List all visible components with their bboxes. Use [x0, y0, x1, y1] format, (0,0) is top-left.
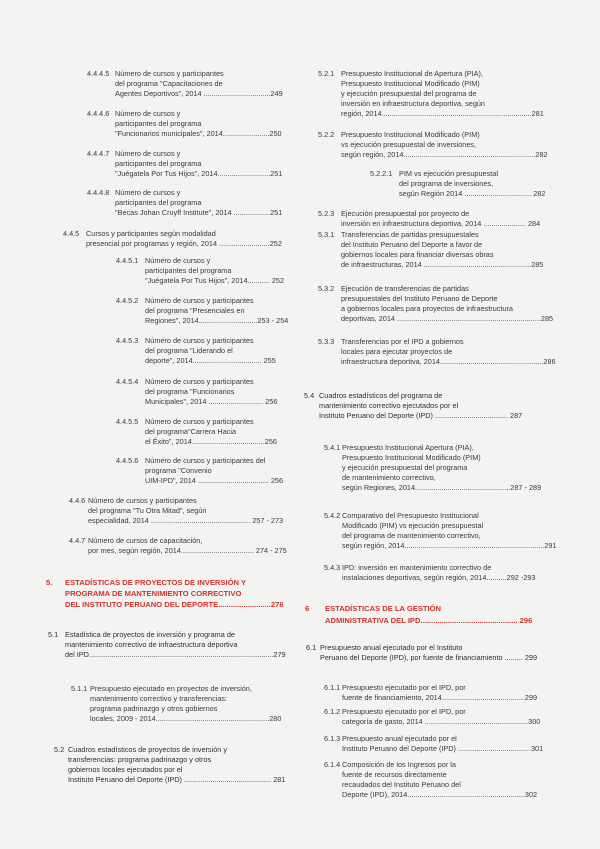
entry-line: Composición de los Ingresos por la: [342, 760, 456, 769]
entry-line: según Regiones, 2014...............................................287 - 289: [342, 483, 542, 493]
entry-line: Presupuesto ejecutado en proyectos de inversión,: [90, 684, 252, 693]
toc-entry-5-3-2[interactable]: [318, 284, 553, 324]
entry-line: presupuestales del Instituto Peruano de Deporte: [341, 294, 498, 304]
entry-line: de infraestructuras, 2014 .....................................................285: [341, 260, 544, 270]
entry-line: Modificado (PIM) vs ejecución presupuestal: [342, 521, 484, 531]
entry-number: 5.1.1: [71, 684, 88, 693]
entry-line: deportivas, 2014 .......................................................................285: [341, 314, 554, 324]
entry-line: Presupuesto Institucional Apertura (PIA),: [342, 443, 474, 452]
toc-entry-5-2-3[interactable]: [318, 209, 540, 229]
entry-line: Deporte (IPD), 2014..........................................................302: [342, 790, 538, 800]
entry-line: especialidad, 2014 ................................................. 257 - 273: [88, 516, 284, 526]
entry-number: 6.1.1: [324, 683, 341, 692]
entry-number: 4.4.5.6: [116, 456, 139, 465]
toc-section-6[interactable]: [305, 603, 532, 626]
toc-entry-4-4-5-4[interactable]: [116, 377, 277, 407]
toc-entry-5-3-1[interactable]: [318, 230, 543, 270]
entry-line: Comparativo del Presupuesto Institucional: [342, 511, 479, 520]
toc-entry-5-1[interactable]: [48, 630, 286, 660]
entry-line: Presupuesto Institucional Modificado (PIM): [341, 130, 480, 139]
entry-line: de mantenimiento correctivo,: [342, 473, 436, 483]
entry-line: Número de cursos y participantes: [145, 336, 254, 345]
toc-entry-5-2-2-1[interactable]: [370, 169, 545, 199]
entry-line: Cuadros estadísticos del programa de: [319, 391, 443, 400]
entry-line: PIM vs ejecución presupuestal: [399, 169, 498, 178]
entry-line: el Éxito", 2014....................................256: [145, 437, 277, 447]
toc-entry-6-1-1[interactable]: [324, 683, 537, 703]
entry-line: fuente de recursos directamente: [342, 770, 447, 780]
entry-number: 4.4.5.3: [116, 336, 139, 345]
entry-number: 6: [305, 604, 310, 613]
toc-entry-4-4-6[interactable]: [69, 496, 283, 526]
entry-line: gobiernos locales para financiar diversas obras: [341, 250, 494, 260]
entry-line: ADMINISTRATIVA DEL IPD.............................................. 296: [325, 615, 533, 625]
entry-number: 5.2.1: [318, 69, 335, 78]
entry-line: Presupuesto Institucional de Apertura (PIA),: [341, 69, 483, 78]
entry-line: del programa de inversiones,: [399, 179, 494, 189]
entry-line: según región, 2014.................................................................282: [341, 150, 548, 160]
entry-line: y ejecución presupuestal del programa: [342, 463, 468, 473]
toc-entry-4-4-5-2[interactable]: [116, 296, 288, 326]
toc-entry-5-2[interactable]: [54, 745, 285, 785]
entry-line: mantenimiento correctivo de infraestructura deportiva: [65, 640, 238, 650]
entry-number: 5.3.1: [318, 230, 335, 239]
entry-line: Número de cursos y participantes: [145, 377, 254, 386]
toc-entry-4-4-4-5[interactable]: [87, 69, 283, 99]
toc-entry-5-3-3[interactable]: [318, 337, 556, 367]
entry-number: 5.4.2: [324, 511, 341, 520]
entry-line: locales para ejecutar proyectos de: [341, 347, 453, 357]
entry-line: "Juégatela Por Tus Hijos", 2014..........................251: [115, 169, 283, 179]
entry-line: según Región 2014 ................................. 282: [399, 189, 546, 199]
toc-entry-6-1-2[interactable]: [324, 707, 540, 727]
entry-line: locales, 2009 - 2014........................................................280: [90, 714, 282, 724]
entry-line: participantes del programa: [115, 119, 202, 129]
entry-number: 4.4.4.5: [87, 69, 110, 78]
entry-line: Número de cursos y: [115, 149, 181, 158]
entry-line: programa "Convenio: [145, 466, 212, 476]
entry-number: 5.2.3: [318, 209, 335, 218]
entry-line: Número de cursos y: [145, 256, 211, 265]
toc-entry-5-1-1[interactable]: [71, 684, 281, 724]
entry-number: 5.4: [304, 391, 315, 400]
toc-entry-5-4[interactable]: [304, 391, 522, 421]
entry-line: del programa "Capacitaciones de: [115, 79, 223, 89]
entry-line: Instituto Peruano del Deporte (IPD) ........................................... 281: [68, 775, 286, 785]
toc-entry-5-4-2[interactable]: [324, 511, 557, 551]
entry-number: 4.4.4.7: [87, 149, 110, 158]
entry-line: recaudados del Instituto Peruano del: [342, 780, 461, 790]
entry-line: fuente de financiamiento, 2014.........................................299: [342, 693, 538, 703]
entry-line: PROGRAMA DE MANTENIMIENTO CORRECTIVO: [65, 589, 242, 598]
entry-number: 6.1.4: [324, 760, 341, 769]
entry-line: Municipales", 2014 ........................... 256: [145, 397, 278, 407]
entry-number: 5.1: [48, 630, 59, 639]
entry-line: del Instituto Peruano del Deporte a favor de: [341, 240, 483, 250]
entry-line: presencial por programas y región, 2014 .........................252: [86, 239, 282, 249]
toc-entry-4-4-5-3[interactable]: [116, 336, 276, 366]
entry-line: Agentes Deportivos", 2014 .................................249: [115, 89, 283, 99]
entry-line: participantes del programa: [145, 266, 232, 276]
toc-entry-4-4-4-8[interactable]: [87, 188, 282, 218]
toc-entry-5-2-1[interactable]: [318, 69, 544, 119]
entry-line: Instituto Peruano del Deporte (IPD) .................................... 287: [319, 411, 523, 421]
entry-number: 4.4.7: [69, 536, 86, 545]
entry-number: 5.: [46, 578, 53, 587]
entry-number: 5.2: [54, 745, 65, 754]
entry-number: 4.4.4.6: [87, 109, 110, 118]
entry-number: 4.4.6: [69, 496, 86, 505]
toc-entry-5-4-3[interactable]: [324, 563, 536, 583]
entry-line: Transferencias por el IPD a gobiernos: [341, 337, 464, 346]
entry-line: según región, 2014.....................................................................291: [342, 541, 557, 551]
entry-line: transferencias: programa padrinazgo y otros: [68, 755, 212, 765]
entry-number: 6.1.2: [324, 707, 341, 716]
toc-entry-4-4-7[interactable]: [69, 536, 287, 556]
entry-line: "Funcionarios municipales", 2014.......................250: [115, 129, 282, 139]
entry-line: Número de cursos de capacitación,: [88, 536, 203, 545]
entry-line: del IPD...........................................................................................279: [65, 650, 286, 660]
entry-number: 4.4.4.8: [87, 188, 110, 197]
entry-line: Presupuesto anual ejecutado por el Instituto: [320, 643, 463, 652]
entry-line: Presupuesto ejecutado por el IPD, por: [342, 707, 466, 716]
toc-section-5[interactable]: [46, 577, 284, 610]
entry-line: Presupuesto ejecutado por el IPD, por: [342, 683, 466, 692]
entry-line: instalaciones deportivas, según región, 2014..........292 -293: [342, 573, 536, 583]
entry-line: del programa "Funcionarios: [145, 387, 235, 397]
entry-line: categoría de gasto, 2014 ...................................................300: [342, 717, 541, 727]
entry-number: 5.3.3: [318, 337, 335, 346]
entry-line: "Becas Johan Cruyff Institute", 2014 ..................251: [115, 208, 283, 218]
entry-line: inversión en infraestructura deportiva, 2014 ..................... 284: [341, 219, 541, 229]
entry-line: Número de cursos y participantes: [145, 296, 254, 305]
entry-line: del programa "Liderando el: [145, 346, 233, 356]
entry-line: Número de cursos y participantes: [115, 69, 224, 78]
entry-line: programa padrinazgo y otros gobiernos: [90, 704, 218, 714]
entry-line: mantenimiento correctivo y transferencias:: [90, 694, 228, 704]
entry-line: Cursos y participantes según modalidad: [86, 229, 216, 238]
toc-entry-6-1-3[interactable]: [324, 734, 543, 754]
entry-line: Estadística de proyectos de inversión y programa de: [65, 630, 235, 639]
entry-line: Número de cursos y participantes: [145, 417, 254, 426]
toc-entry-4-4-5-1[interactable]: [116, 256, 284, 286]
entry-line: DEL INSTITUTO PERUANO DEL DEPORTE.........................276: [65, 600, 284, 609]
toc-entry-6-1[interactable]: [306, 643, 537, 663]
entry-line: Número de cursos y: [115, 188, 181, 197]
toc-entry-4-4-5-5[interactable]: [116, 417, 277, 447]
entry-line: deporte", 2014.................................. 255: [145, 356, 276, 366]
toc-entry-5-4-1[interactable]: [324, 443, 541, 493]
entry-line: vs ejecución presupuestal de inversiones,: [341, 140, 477, 150]
entry-number: 4.4.5: [63, 229, 80, 238]
entry-line: Presupuesto Institucional Modificado (PIM): [341, 79, 480, 89]
entry-line: ESTADÍSTICAS DE LA GESTIÓN: [325, 604, 442, 613]
toc-entry-5-2-2[interactable]: [318, 130, 547, 160]
toc-entry-4-4-4-6[interactable]: [87, 109, 282, 139]
entry-number: 5.4.1: [324, 443, 341, 452]
entry-line: Número de cursos y: [115, 109, 181, 118]
entry-number: 4.4.5.5: [116, 417, 139, 426]
entry-line: y ejecución presupuestal del programa de: [341, 89, 477, 99]
entry-line: UIM-IPD", 2014 ................................... 256: [145, 476, 284, 486]
entry-line: del programa "Tu Otra Mitad", según: [88, 506, 207, 516]
entry-line: del programa "Presenciales en: [145, 306, 245, 316]
entry-number: 4.4.5.4: [116, 377, 139, 386]
entry-line: IPD: inversión en mantenimiento correctivo de: [342, 563, 492, 572]
toc-entry-4-4-5-6[interactable]: [116, 456, 283, 486]
entry-line: Regiones", 2014.............................253 - 254: [145, 316, 289, 326]
entry-number: 6.1: [306, 643, 317, 652]
entry-line: Presupuesto anual ejecutado por el: [342, 734, 457, 743]
toc-entry-4-4-4-7[interactable]: [87, 149, 282, 179]
entry-line: Ejecución de transferencias de partidas: [341, 284, 469, 293]
entry-number: 5.4.3: [324, 563, 341, 572]
entry-number: 6.1.3: [324, 734, 341, 743]
entry-number: 5.3.2: [318, 284, 335, 293]
entry-line: Número de cursos y participantes del: [145, 456, 266, 465]
entry-line: del programa"Carrera Hacia: [145, 427, 237, 437]
entry-line: a gobiernos locales para proyectos de infraestructura: [341, 304, 513, 314]
entry-line: "Juégatela Por Tus Hijos", 2014........... 252: [145, 276, 285, 286]
entry-line: Presupuesto Institucional Modificado (PIM): [342, 453, 481, 463]
entry-line: participantes del programa: [115, 198, 202, 208]
entry-number: 5.2.2.1: [370, 169, 393, 178]
entry-line: Transferencias de partidas presupuestales: [341, 230, 479, 239]
entry-line: inversión en infraestructura deportiva, según: [341, 99, 485, 109]
entry-line: gobiernos locales ejecutados por el: [68, 765, 183, 775]
entry-number: 4.4.5.1: [116, 256, 139, 265]
entry-line: región, 2014..........................................................................281: [341, 109, 544, 119]
entry-line: infraestructura deportiva, 2014...................................................286: [341, 357, 556, 367]
entry-line: ESTADÍSTICAS DE PROYECTOS DE INVERSIÓN Y: [65, 578, 247, 587]
entry-line: del programa de mantenimiento correctivo,: [342, 531, 481, 541]
toc-entry-6-1-4[interactable]: [324, 760, 537, 800]
entry-number: 4.4.5.2: [116, 296, 139, 305]
entry-line: Instituto Peruano del Deporte (IPD) ....................................301: [342, 744, 544, 754]
entry-line: Cuadros estadísticos de proyectos de inversión y: [68, 745, 227, 754]
toc-entry-4-4-5[interactable]: [63, 229, 282, 249]
entry-line: Número de cursos y participantes: [88, 496, 197, 505]
entry-line: participantes del programa: [115, 159, 202, 169]
entry-line: mantenimiento correctivo ejecutados por el: [319, 401, 459, 411]
entry-line: por mes, según región, 2014.................................... 274 - 275: [88, 546, 287, 556]
entry-number: 5.2.2: [318, 130, 335, 139]
entry-line: Peruano del Deporte (IPD), por fuente de financiamiento ......... 299: [320, 653, 538, 663]
entry-line: Ejecución presupuestal por proyecto de: [341, 209, 470, 218]
